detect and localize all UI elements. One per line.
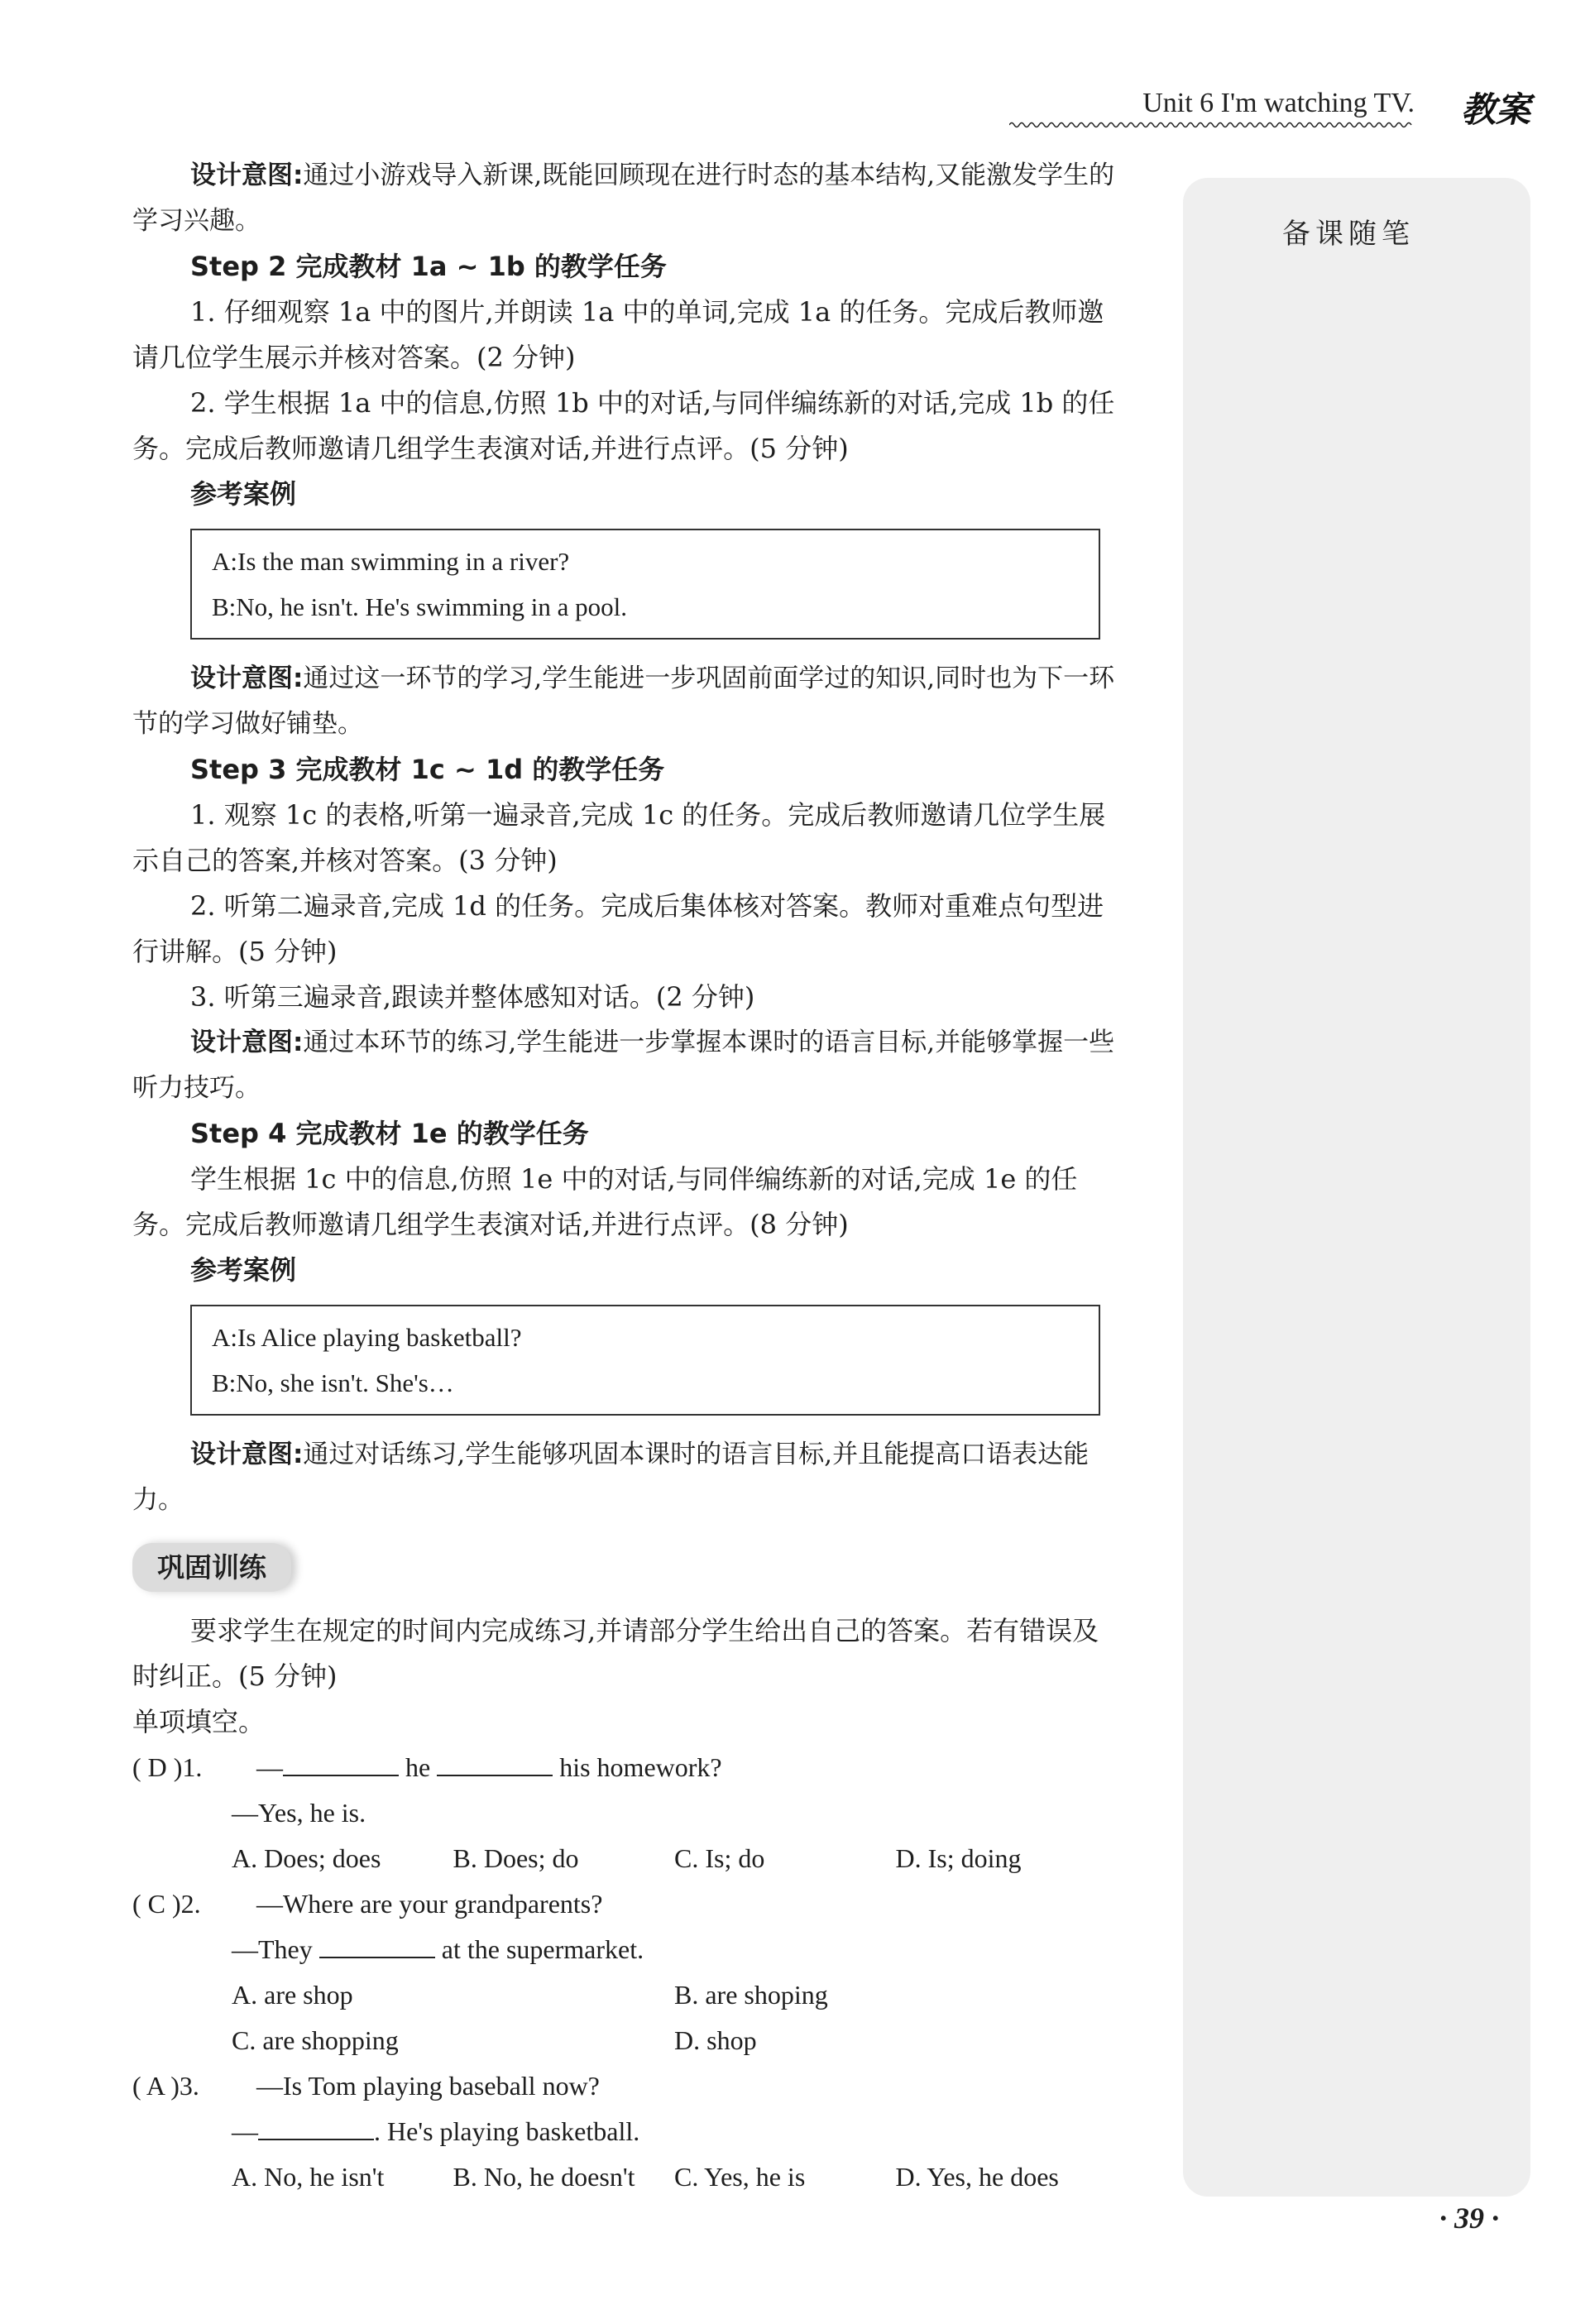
intent-label: 设计意图: xyxy=(190,161,304,190)
notes-sidebar xyxy=(1183,178,1530,2197)
question-1 xyxy=(132,1745,1117,1881)
intent-label: 设计意图: xyxy=(190,1440,304,1469)
practice-intro: 要求学生在规定的时间内完成练习,并请部分学生给出自己的答案。若有错误及时纠正。(5 分钟) xyxy=(132,1615,1099,1692)
option: B. No, he doesn't xyxy=(453,2162,635,2192)
q3-line1 xyxy=(132,2063,1117,2109)
step2-dialog-box xyxy=(190,529,1100,640)
q1-number: ( D )1. xyxy=(132,1752,203,1782)
q3-dash: — xyxy=(232,2116,258,2146)
step2-item1: 1. 仔细观察 1a 中的图片,并朗读 1a 中的单词,完成 1a 的任务。完成后教师邀请几位学生展示并核对答案。(2 分钟) xyxy=(132,296,1104,373)
main-content xyxy=(132,153,1117,2200)
intent-text: 通过对话练习,学生能够巩固本课时的语言目标,并且能提高口语表达能力。 xyxy=(132,1440,1090,1515)
dialog-line: B:No, she isn't. She's… xyxy=(212,1368,454,1397)
dialog-line: A:Is the man swimming in a river? xyxy=(212,547,570,576)
intent-label: 设计意图: xyxy=(190,664,304,693)
practice-tag: 巩固训练 xyxy=(132,1543,291,1592)
option: B. Does; do xyxy=(453,1843,579,1873)
unit-title: Unit 6 I'm watching TV. xyxy=(1142,88,1415,118)
step3-item1: 1. 观察 1c 的表格,听第一遍录音,完成 1c 的任务。完成后教师邀请几位学生展示自己的答案,并核对答案。(3 分钟) xyxy=(132,799,1106,876)
q2-text: —Where are your grandparents? xyxy=(256,1889,603,1919)
sidebar-title: 备课随笔 xyxy=(1282,218,1415,251)
intent-text: 通过本环节的练习,学生能进一步掌握本课时的语言目标,并能够掌握一些听力技巧。 xyxy=(132,1028,1115,1103)
q1-line2: —Yes, he is. xyxy=(232,1798,366,1828)
step4-dialog-box xyxy=(190,1305,1100,1416)
q2-text-end: at the supermarket. xyxy=(434,1934,644,1964)
option: C. are shopping xyxy=(232,2025,399,2055)
wave-divider xyxy=(1009,121,1415,129)
q3-text: —Is Tom playing baseball now? xyxy=(256,2071,600,2101)
question-3 xyxy=(132,2063,1117,2200)
q3-line2 xyxy=(132,2109,1117,2154)
brand-label: 教案 xyxy=(1460,89,1530,130)
option: D. Is; doing xyxy=(895,1843,1022,1873)
step2-ref-title: 参考案例 xyxy=(190,478,297,510)
practice-type: 单项填空。 xyxy=(132,1706,266,1737)
step3-intent xyxy=(132,1020,1117,1111)
step3-item2: 2. 听第二遍录音,完成 1d 的任务。完成后集体核对答案。教师对重难点句型进行讲解。(5 分钟) xyxy=(132,890,1104,967)
step2-title: Step 2 完成教材 1a ~ 1b 的教学任务 xyxy=(190,251,667,282)
option: A. Does; does xyxy=(232,1843,381,1873)
q2-number: ( C )2. xyxy=(132,1889,201,1919)
question-2 xyxy=(132,1881,1117,2063)
intent-label: 设计意图: xyxy=(190,1028,304,1057)
answer-blank xyxy=(319,1933,435,1958)
q3-number: ( A )3. xyxy=(132,2071,199,2101)
answer-blank xyxy=(283,1751,399,1776)
q1-text-end: his homework? xyxy=(553,1752,722,1782)
answer-blank xyxy=(258,2116,374,2140)
step4-item1: 学生根据 1c 中的信息,仿照 1e 中的对话,与同伴编练新的对话,完成 1e 的任务。完成后教师邀请几组学生表演对话,并进行点评。(8 分钟) xyxy=(132,1163,1078,1240)
q2-line2 xyxy=(132,1927,1117,1972)
answer-blank xyxy=(437,1751,553,1776)
q1-options xyxy=(132,1836,1117,1881)
q2-options-row1 xyxy=(132,1972,1117,2018)
q1-text: he xyxy=(399,1752,438,1782)
intent-text: 通过这一环节的学习,学生能进一步巩固前面学过的知识,同时也为下一环节的学习做好铺垫。 xyxy=(132,664,1115,739)
q1-dash: — xyxy=(256,1752,283,1782)
q2-options-row2 xyxy=(132,2018,1117,2063)
step2-item2: 2. 学生根据 1a 中的信息,仿照 1b 中的对话,与同伴编练新的对话,完成 1b 的任务。完成后教师邀请几组学生表演对话,并进行点评。(5 分钟) xyxy=(132,387,1115,464)
step2-intent xyxy=(132,656,1117,747)
dialog-line: B:No, he isn't. He's swimming in a pool. xyxy=(212,592,627,621)
q2-line1 xyxy=(132,1881,1117,1927)
option: C. Is; do xyxy=(674,1843,765,1873)
option: D. Yes, he does xyxy=(895,2162,1059,2192)
option: B. are shoping xyxy=(674,1980,828,2010)
q2-text: —They xyxy=(232,1934,319,1964)
q3-options xyxy=(132,2154,1117,2200)
q3-text-end: . He's playing basketball. xyxy=(374,2116,640,2146)
dialog-line: A:Is Alice playing basketball? xyxy=(212,1323,522,1352)
step4-title: Step 4 完成教材 1e 的教学任务 xyxy=(190,1118,589,1149)
option: A. are shop xyxy=(232,1980,353,2010)
q1-line1 xyxy=(132,1745,1117,1790)
option: A. No, he isn't xyxy=(232,2162,385,2192)
step4-intent xyxy=(132,1432,1117,1523)
page-number: · 39 · xyxy=(1439,2202,1499,2235)
intent-text: 通过小游戏导入新课,既能回顾现在进行时态的基本结构,又能激发学生的学习兴趣。 xyxy=(132,161,1115,236)
option: D. shop xyxy=(674,2025,757,2055)
step3-title: Step 3 完成教材 1c ~ 1d 的教学任务 xyxy=(190,754,665,785)
page-header xyxy=(976,83,1539,132)
step4-ref-title: 参考案例 xyxy=(190,1254,297,1286)
step3-item3: 3. 听第三遍录音,跟读并整体感知对话。(2 分钟) xyxy=(190,981,755,1013)
intro-intent xyxy=(132,153,1117,244)
option: C. Yes, he is xyxy=(674,2162,806,2192)
